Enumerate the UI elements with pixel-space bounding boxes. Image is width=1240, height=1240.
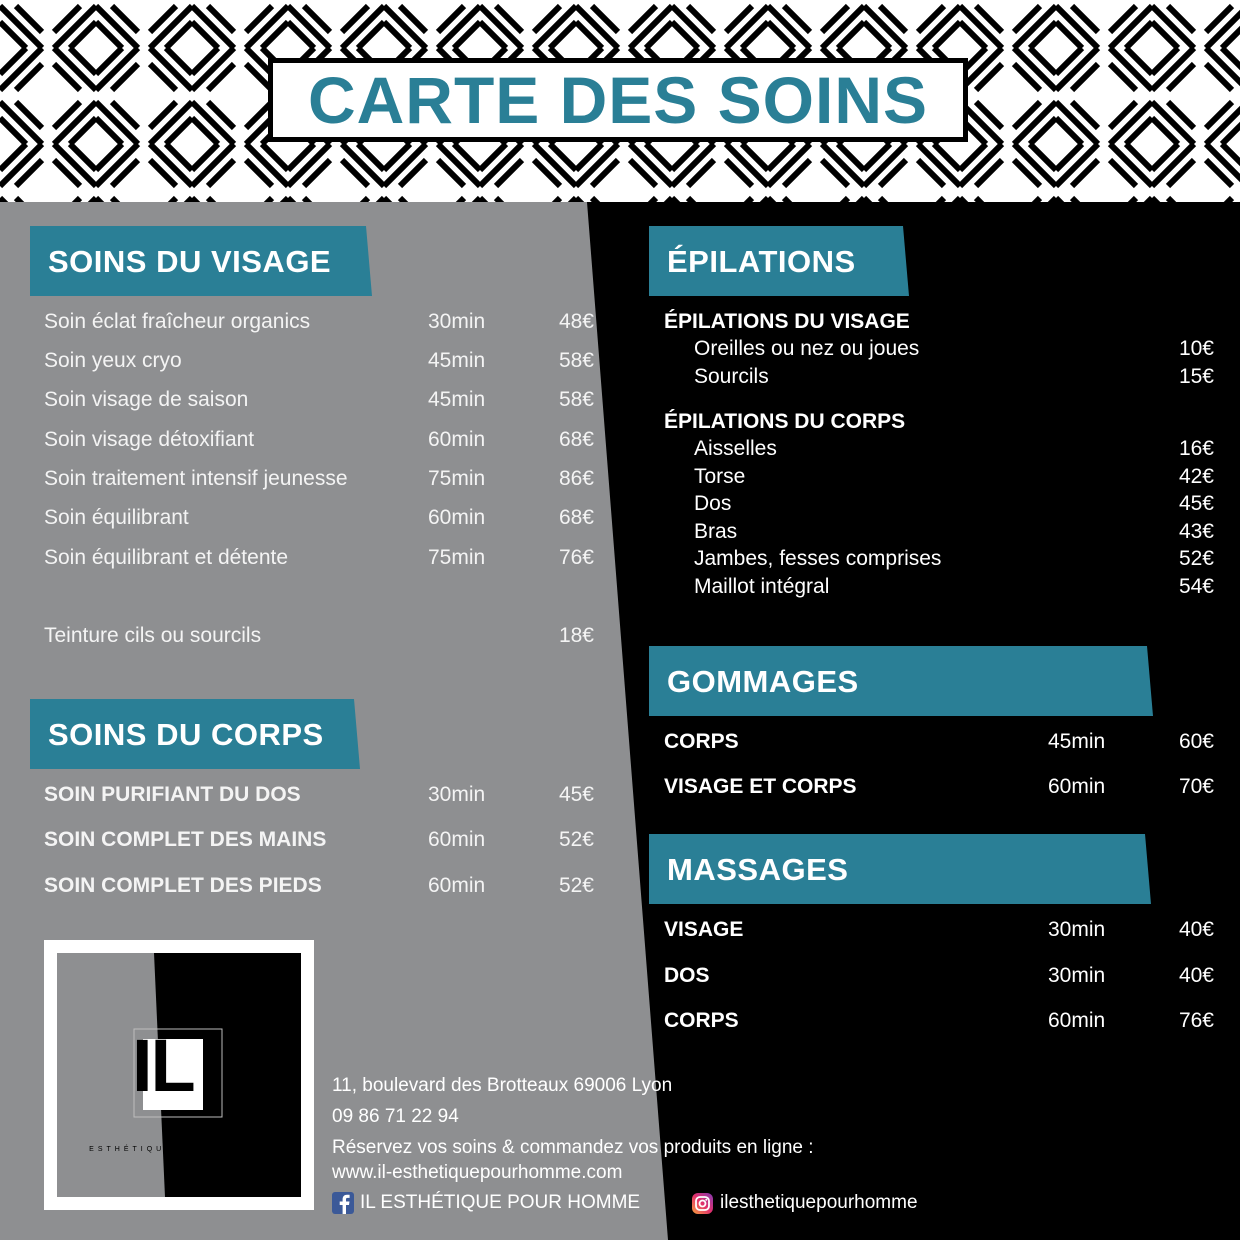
list-item-duration: 60min	[428, 428, 486, 451]
list-item-name: CORPS	[664, 730, 739, 753]
list-item-price: 40€	[1178, 918, 1214, 941]
list-item-name: Bras	[694, 520, 738, 543]
subsection-heading: ÉPILATIONS DU CORPS	[664, 410, 906, 433]
list-item-duration: 60min	[428, 874, 486, 897]
list-item-duration: 30min	[428, 310, 486, 333]
section-heading: SOINS DU VISAGE	[48, 244, 332, 279]
section-banner-gommages	[649, 646, 1153, 716]
booking-text: Réservez vos soins & commandez vos produits en ligne :	[332, 1137, 814, 1158]
list-item-duration: 75min	[428, 546, 486, 569]
list-item-price: 40€	[1178, 964, 1214, 987]
instagram-icon[interactable]	[692, 1193, 713, 1214]
list-item-name: VISAGE	[664, 918, 744, 941]
logo	[44, 940, 314, 1210]
list-item-name: DOS	[664, 964, 710, 987]
list-item-name: Soin traitement intensif jeunesse	[44, 467, 348, 490]
list-item-price: 10€	[1178, 337, 1214, 360]
list-item-price: 52€	[558, 828, 594, 851]
list-item-name: Soin équilibrant	[44, 506, 189, 529]
list-item-price: 42€	[1178, 465, 1214, 488]
list-item-duration: 60min	[1048, 1009, 1106, 1032]
list-item-duration: 45min	[428, 349, 486, 372]
facebook-link[interactable]: IL ESTHÉTIQUE POUR HOMME	[360, 1192, 641, 1213]
list-item-name: SOIN COMPLET DES MAINS	[44, 828, 327, 851]
list-item-duration: 75min	[428, 467, 486, 490]
section-heading: SOINS DU CORPS	[48, 717, 324, 752]
list-item-name: Soin visage de saison	[44, 388, 249, 411]
list-item-duration: 30min	[428, 783, 486, 806]
list-item-duration: 60min	[428, 828, 486, 851]
list-item-price: 45€	[558, 783, 594, 806]
list-item-price: 68€	[558, 428, 594, 451]
list-item-price: 76€	[558, 546, 594, 569]
list-item-price: 18€	[558, 624, 594, 647]
list-item-price: 86€	[558, 467, 594, 490]
list-item-price: 15€	[1178, 365, 1214, 388]
section-heading: GOMMAGES	[667, 664, 859, 699]
list-item-price: 52€	[1178, 547, 1214, 570]
list-item-price: 76€	[1178, 1009, 1214, 1032]
list-item-duration: 60min	[428, 506, 486, 529]
list-item-price: 16€	[1178, 437, 1214, 460]
list-item-name: Dos	[694, 492, 732, 515]
list-item-name: Oreilles ou nez ou joues	[694, 337, 920, 360]
list-item-price: 43€	[1178, 520, 1214, 543]
list-item-name: Teinture cils ou sourcils	[44, 624, 262, 647]
list-item-price: 52€	[558, 874, 594, 897]
page-title: CARTE DES SOINS	[307, 63, 929, 137]
list-item-name: SOIN COMPLET DES PIEDS	[44, 874, 322, 897]
list-item-duration: 30min	[1048, 918, 1106, 941]
list-item-duration: 60min	[1048, 775, 1106, 798]
list-item-price: 60€	[1178, 730, 1214, 753]
section-heading: MASSAGES	[667, 852, 849, 887]
list-item-name: SOIN PURIFIANT DU DOS	[44, 783, 301, 806]
section-banner-epilations	[649, 226, 909, 296]
list-item-name: Torse	[694, 465, 746, 488]
list-item-name: Maillot intégral	[694, 575, 830, 598]
list-item-price: 58€	[558, 349, 594, 372]
list-item-price: 54€	[1178, 575, 1214, 598]
list-item-name: Soin éclat fraîcheur organics	[44, 310, 311, 333]
subsection-heading: ÉPILATIONS DU VISAGE	[664, 310, 910, 333]
facebook-icon[interactable]	[332, 1192, 354, 1214]
section-heading: ÉPILATIONS	[667, 244, 856, 279]
list-item-name: CORPS	[664, 1009, 739, 1032]
list-item-name: Soin visage détoxifiant	[44, 428, 255, 451]
list-item-duration: 45min	[428, 388, 486, 411]
list-item-name: Soin équilibrant et détente	[44, 546, 289, 569]
list-item-name: Sourcils	[694, 365, 769, 388]
list-item-price: 45€	[1178, 492, 1214, 515]
list-item-price: 70€	[1178, 775, 1214, 798]
list-item-duration: 30min	[1048, 964, 1106, 987]
list-item-name: VISAGE ET CORPS	[664, 775, 857, 798]
list-item-name: Aisselles	[694, 437, 777, 460]
list-item-name: Jambes, fesses comprises	[694, 547, 942, 570]
list-item-name: Soin yeux cryo	[44, 349, 182, 372]
list-item-price: 68€	[558, 506, 594, 529]
website-link[interactable]: www.il-esthetiquepourhomme.com	[332, 1162, 623, 1183]
list-item-price: 58€	[558, 388, 594, 411]
phone[interactable]: 09 86 71 22 94	[332, 1106, 459, 1127]
title-box	[268, 58, 968, 142]
section-banner-massages	[649, 834, 1151, 904]
section-banner-soins-corps	[30, 699, 360, 769]
logo-letters: IL	[132, 1024, 194, 1107]
list-item-duration: 45min	[1048, 730, 1106, 753]
instagram-link[interactable]: ilesthetiquepourhomme	[720, 1192, 918, 1213]
list-item-price: 48€	[558, 310, 594, 333]
address: 11, boulevard des Brotteaux 69006 Lyon	[332, 1075, 673, 1096]
section-banner-soins-visage	[30, 226, 372, 296]
logo-tagline: ESTHÉTIQUE POUR HOMME	[89, 1146, 269, 1153]
